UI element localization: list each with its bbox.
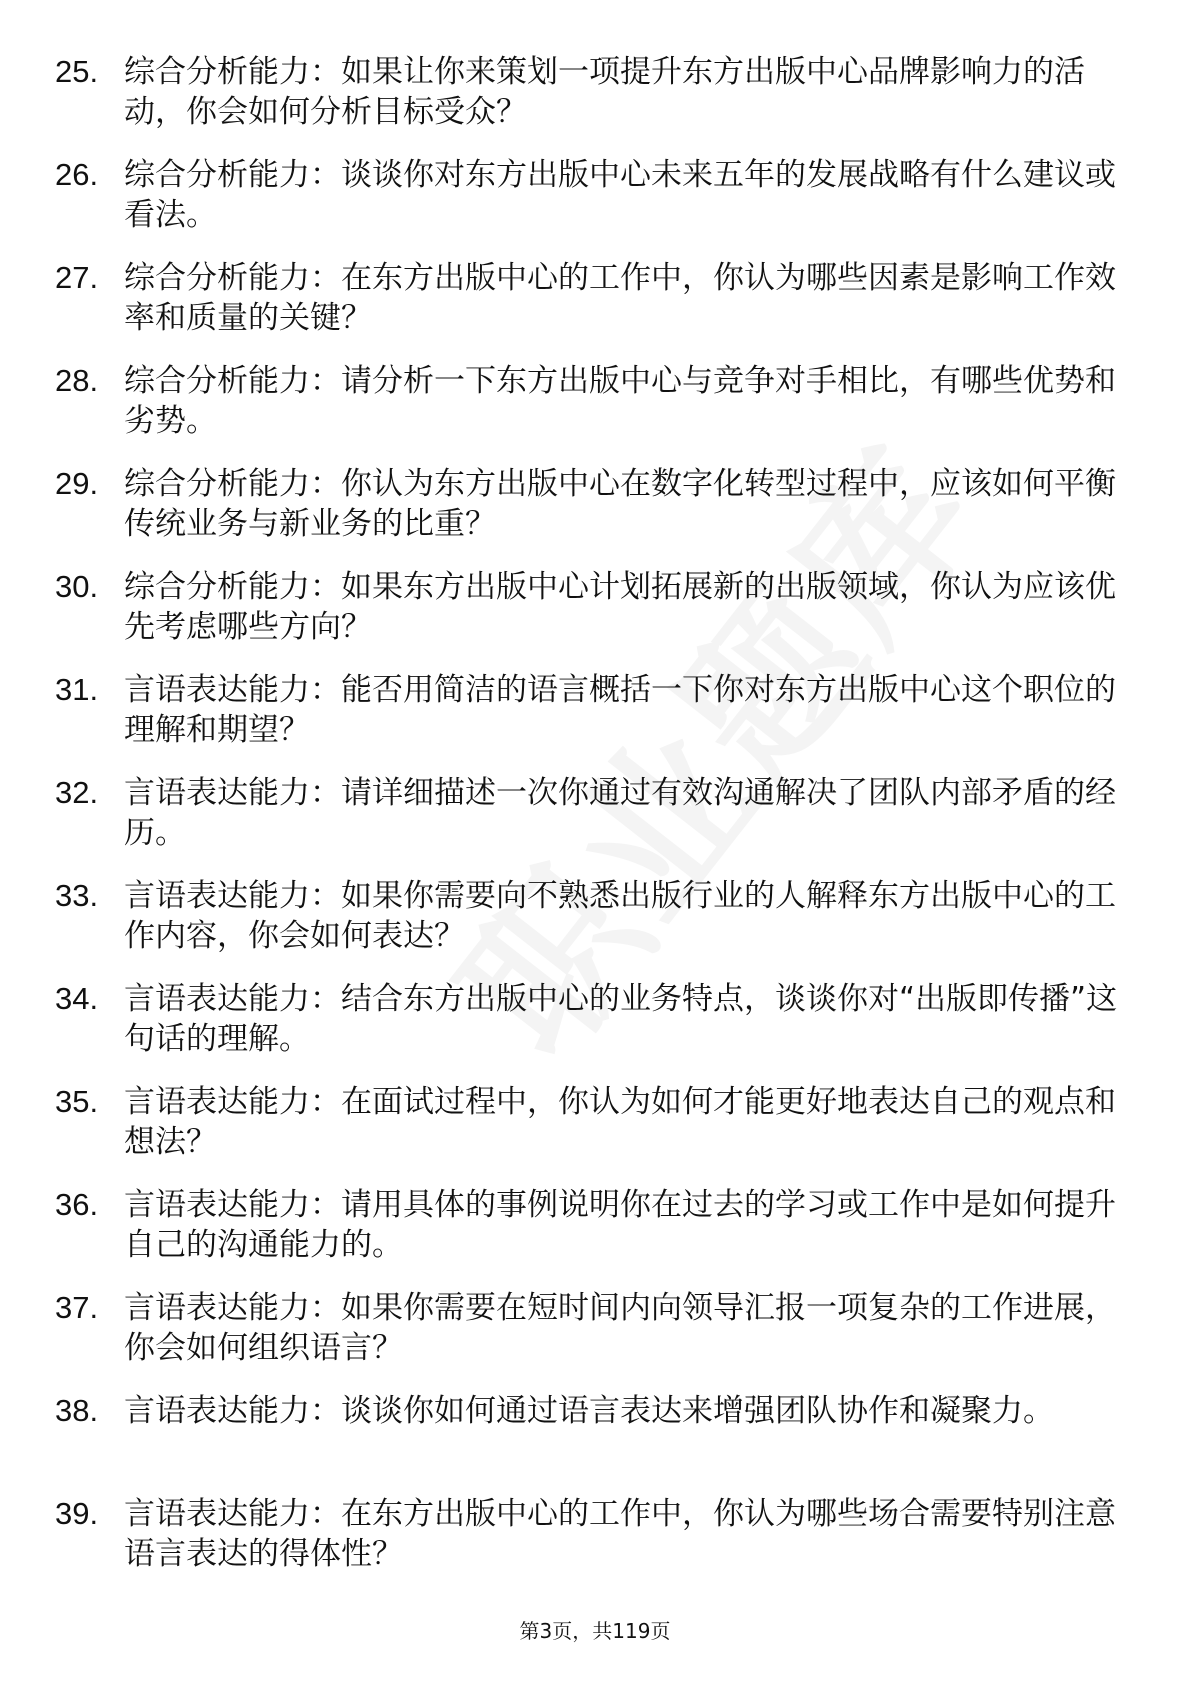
question-text: 言语表达能力：请用具体的事例说明你在过去的学习或工作中是如何提升自己的沟通能力的。 bbox=[124, 1187, 1116, 1263]
question-number: 38. bbox=[55, 1393, 99, 1428]
question-number: 34. bbox=[55, 981, 99, 1016]
question-number: 30. bbox=[55, 569, 99, 604]
question-item bbox=[0, 464, 1190, 567]
question-item bbox=[0, 258, 1190, 361]
question-item bbox=[0, 979, 1190, 1082]
question-item bbox=[0, 567, 1190, 670]
question-text: 言语表达能力：如果你需要在短时间内向领导汇报一项复杂的工作进展，你会如何组织语言？ bbox=[124, 1290, 1116, 1366]
question-number: 39. bbox=[55, 1496, 99, 1531]
question-text: 言语表达能力：请详细描述一次你通过有效沟通解决了团队内部矛盾的经历。 bbox=[124, 775, 1116, 851]
question-text: 综合分析能力：你认为东方出版中心在数字化转型过程中，应该如何平衡传统业务与新业务的比重？ bbox=[124, 466, 1116, 542]
question-item bbox=[0, 670, 1190, 773]
question-number: 25. bbox=[55, 54, 99, 89]
question-item bbox=[0, 155, 1190, 258]
question-item bbox=[0, 361, 1190, 464]
question-list bbox=[0, 52, 1190, 1597]
question-number: 29. bbox=[55, 466, 99, 501]
question-number: 31. bbox=[55, 672, 99, 707]
question-text: 言语表达能力：在东方出版中心的工作中，你认为哪些场合需要特别注意语言表达的得体性？ bbox=[124, 1496, 1116, 1572]
question-text: 言语表达能力：在面试过程中，你认为如何才能更好地表达自己的观点和想法？ bbox=[124, 1084, 1116, 1160]
question-number: 37. bbox=[55, 1290, 99, 1325]
question-item bbox=[0, 1494, 1190, 1597]
question-item bbox=[0, 1185, 1190, 1288]
question-number: 36. bbox=[55, 1187, 99, 1222]
question-item bbox=[0, 52, 1190, 155]
question-text: 综合分析能力：如果让你来策划一项提升东方出版中心品牌影响力的活动，你会如何分析目标受众？ bbox=[124, 54, 1085, 130]
question-number: 27. bbox=[55, 260, 99, 295]
question-number: 28. bbox=[55, 363, 99, 398]
question-number: 35. bbox=[55, 1084, 99, 1119]
question-text: 综合分析能力：在东方出版中心的工作中，你认为哪些因素是影响工作效率和质量的关键？ bbox=[124, 260, 1116, 336]
question-item bbox=[0, 1288, 1190, 1391]
question-number: 26. bbox=[55, 157, 99, 192]
question-item bbox=[0, 1082, 1190, 1185]
question-item bbox=[0, 773, 1190, 876]
question-number: 32. bbox=[55, 775, 99, 810]
page-footer: 第3页，共119页 bbox=[519, 1619, 671, 1643]
question-number: 33. bbox=[55, 878, 99, 913]
question-text: 言语表达能力：结合东方出版中心的业务特点，谈谈你对“出版即传播”这句话的理解。 bbox=[124, 981, 1118, 1057]
question-item bbox=[0, 876, 1190, 979]
question-text: 综合分析能力：请分析一下东方出版中心与竞争对手相比，有哪些优势和劣势。 bbox=[124, 363, 1116, 439]
question-item bbox=[0, 1391, 1190, 1494]
question-text: 言语表达能力：谈谈你如何通过语言表达来增强团队协作和凝聚力。 bbox=[124, 1393, 1054, 1429]
question-text: 言语表达能力：如果你需要向不熟悉出版行业的人解释东方出版中心的工作内容，你会如何表达？ bbox=[124, 878, 1116, 954]
question-text: 言语表达能力：能否用简洁的语言概括一下你对东方出版中心这个职位的理解和期望？ bbox=[124, 672, 1116, 748]
question-text: 综合分析能力：谈谈你对东方出版中心未来五年的发展战略有什么建议或看法。 bbox=[124, 157, 1116, 233]
question-text: 综合分析能力：如果东方出版中心计划拓展新的出版领域，你认为应该优先考虑哪些方向？ bbox=[124, 569, 1116, 645]
